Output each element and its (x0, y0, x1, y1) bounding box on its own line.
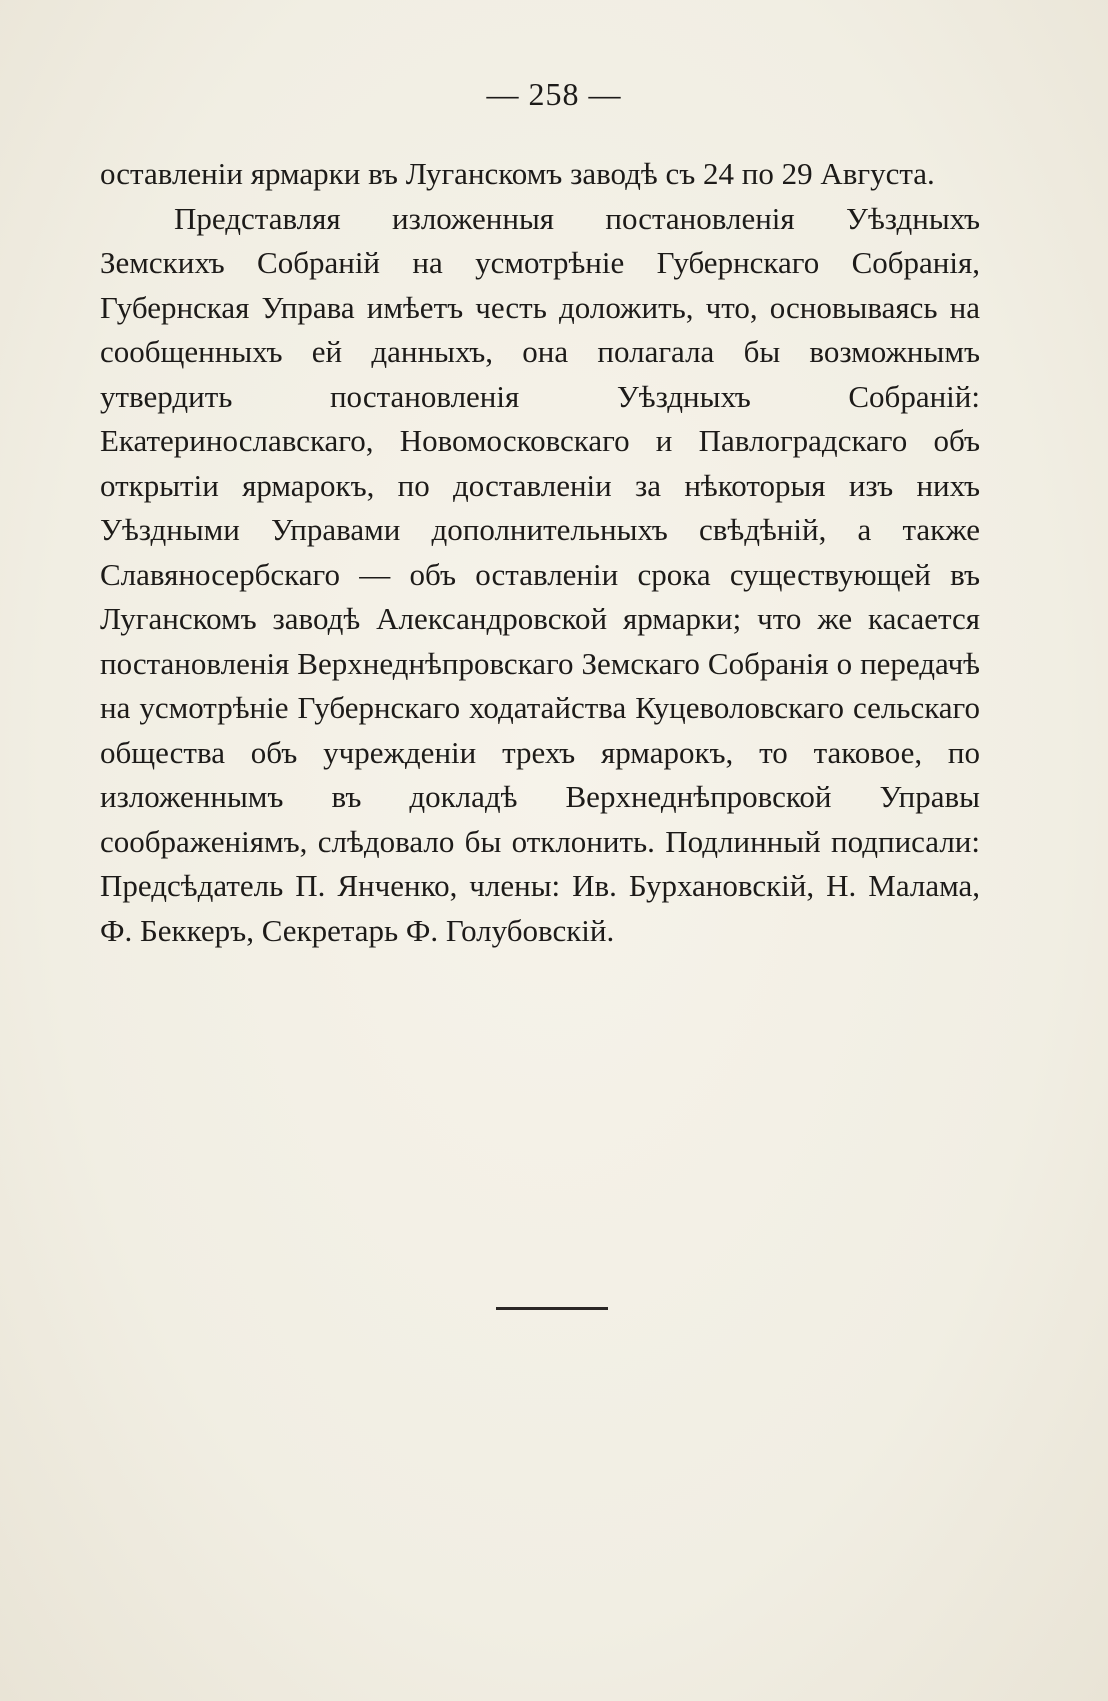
section-divider (496, 1307, 608, 1310)
paragraph-continuation: оставленіи ярмарки въ Луганскомъ заводѣ съ 24 по 29 Августа. (100, 156, 935, 191)
paragraph-main: Представляя изложенныя постановленія Уѣздныхъ Земскихъ Собраній на усмотрѣніе Губернскаго Собранія, Губернская Управа имѣетъ честь доложить, что, основываясь на сообщенныхъ ей данныхъ, она полагала бы возможнымъ утвердить постановленія Уѣздныхъ Собраній: Екатеринославскаго, Новомосковскаго и Павлоградскаго объ открытіи ярмарокъ, по доставленіи за нѣкоторыя изъ нихъ Уѣздными Управами дополнительныхъ свѣдѣній, а также Славяносербскаго — объ оставленіи срока существующей въ Луганскомъ заводѣ Александровской ярмарки; что же касается постановленія Верхнеднѣпровскаго Земскаго Собранія о передачѣ на усмотрѣніе Губернскаго ходатайства Куцеволовскаго сельскаго общества объ учрежденіи трехъ ярмарокъ, то таковое, по изложеннымъ въ докладѣ Верхнеднѣпровской Управы соображеніямъ, слѣдовало бы отклонить. Подлинный подписали: Предсѣдатель П. Янченко, члены: Ив. Бурхановскій, Н. Малама, Ф. Беккеръ, Секретарь Ф. Голубовскій. (100, 200, 980, 948)
body-text (100, 152, 980, 953)
page-number: — 258 — (486, 76, 622, 112)
